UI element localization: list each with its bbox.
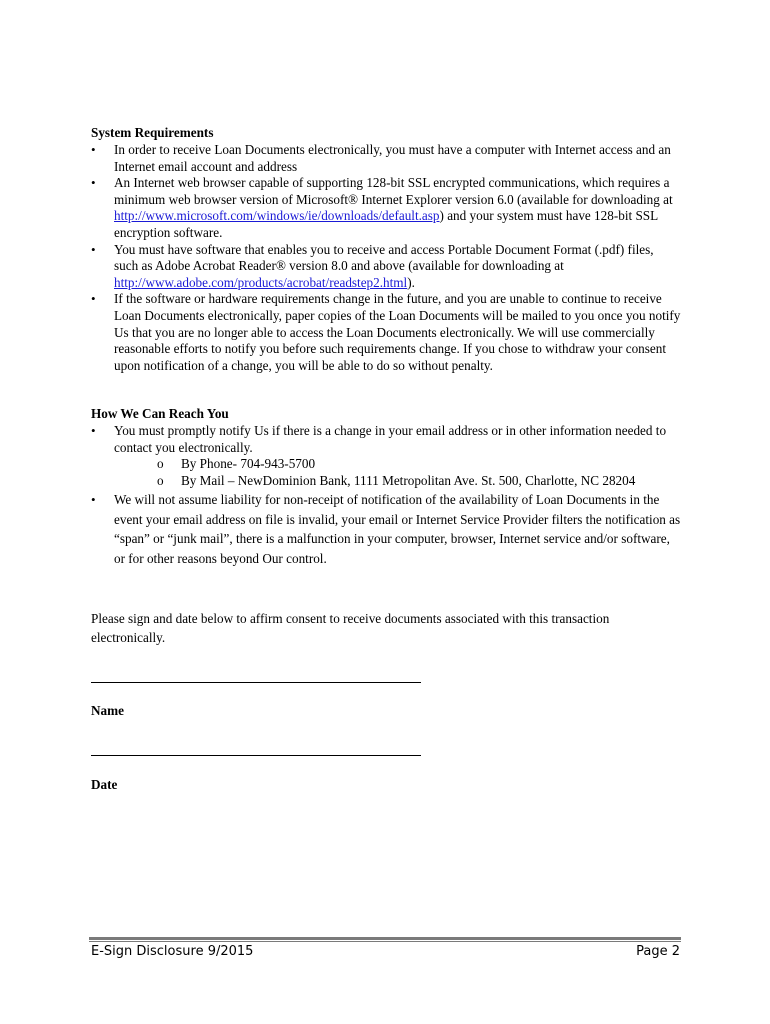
requirement-text: You must have software that enables you to receive and access Portable Document Format (.pdf) files, such as Adobe Acrobat Reader® version 8.0 and above (available for downloading at <box>114 241 654 274</box>
name-label: Name <box>91 703 124 718</box>
mail-text: By Mail – NewDominion Bank, 1111 Metropolitan Ave. St. 500, Charlotte, NC 28204 <box>181 472 636 488</box>
list-item <box>91 175 681 241</box>
reach-you-list <box>91 423 681 568</box>
contact-method-phone <box>114 456 681 473</box>
list-item <box>91 242 681 292</box>
reach-you-heading: How We Can Reach You <box>91 406 229 421</box>
sub-bullet-marker: o <box>157 472 164 488</box>
footer-page-number: Page 2 <box>636 944 680 959</box>
requirement-text: ). <box>407 274 415 290</box>
footer-document-title: E-Sign Disclosure 9/2015 <box>91 944 254 959</box>
list-item <box>91 291 681 374</box>
contact-method-mail <box>114 473 681 490</box>
system-requirements-heading: System Requirements <box>91 125 214 140</box>
date-label: Date <box>91 777 118 792</box>
liability-text: We will not assume liability for non-receipt of notification of the availability of Loan Documents in the event your email address on file is invalid, your email or Internet Service Provider filters the notification as “span” or “junk mail”, there is a malfunction in your computer, browser, Internet service and/or software, or for other reasons beyond Our control. <box>114 492 681 566</box>
microsoft-download-link[interactable]: http://www.microsoft.com/windows/ie/downloads/default.asp <box>114 208 440 224</box>
list-item <box>91 142 681 175</box>
system-requirements-list <box>91 142 681 374</box>
sub-bullet-marker: o <box>157 456 164 472</box>
requirement-text: In order to receive Loan Documents electronically, you must have a computer with Internet access and an Internet email account and address <box>114 142 671 174</box>
footer-divider-thin <box>89 941 681 942</box>
requirement-text: If the software or hardware requirements change in the future, and you are unable to continue to receive Loan Documents electronically, paper copies of the Loan Documents will be mailed to you once you notify Us that you are no longer able to access the Loan Documents electronically. We will use commercially reasonable efforts to notify you before such requirements change. If you chose to withdraw your consent upon notification of a change, you will be able to do so without penalty. <box>114 291 681 373</box>
adobe-download-link[interactable]: http://www.adobe.com/products/acrobat/readstep2.html <box>114 274 408 290</box>
date-signature-line[interactable] <box>91 755 421 756</box>
contact-methods <box>114 456 681 489</box>
consent-paragraph: Please sign and date below to affirm consent to receive documents associated with this transaction electronically. <box>91 611 610 645</box>
list-item <box>91 490 681 568</box>
requirement-text: An Internet web browser capable of supporting 128-bit SSL encrypted communications, which requires a minimum web browser version of Microsoft® Internet Explorer version 6.0 (available for downloading at <box>114 175 673 207</box>
list-item <box>91 423 681 489</box>
name-signature-line[interactable] <box>91 682 421 683</box>
phone-text: By Phone- 704-943-5700 <box>181 456 316 472</box>
footer-divider <box>89 937 681 940</box>
contact-text: You must promptly notify Us if there is a change in your email address or in other information needed to contact you electronically. <box>114 423 667 455</box>
requirement-text: ) and your system must have 128-bit SSL encryption software. <box>114 208 658 240</box>
